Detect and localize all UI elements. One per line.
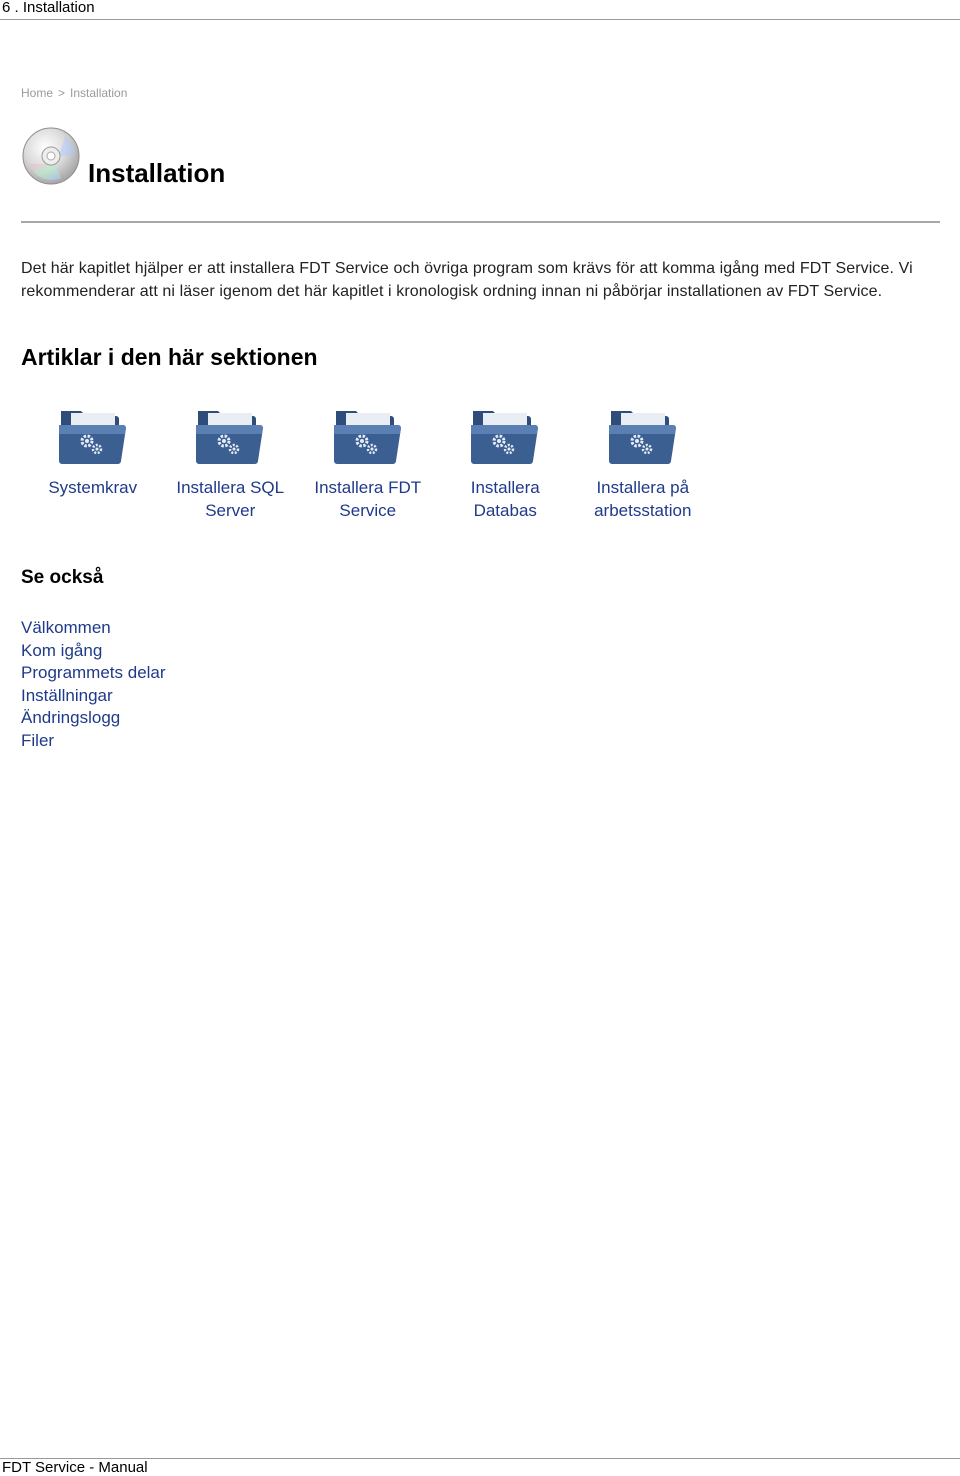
article-installera-fdt-service[interactable] — [299, 405, 437, 522]
article-systemkrav[interactable] — [24, 405, 162, 522]
breadcrumb — [21, 86, 127, 100]
folder-gears-icon — [332, 405, 404, 465]
see-also-link-filer[interactable]: Filer — [21, 730, 55, 750]
see-also-heading: Se också — [21, 567, 104, 588]
chapter-title: 6 . Installation — [2, 0, 95, 16]
article-label: Installera Databas — [470, 478, 540, 520]
title-row — [21, 124, 225, 188]
see-also-link-installningar[interactable]: Inställningar — [21, 685, 113, 705]
folder-gears-icon — [469, 405, 541, 465]
folder-gears-icon — [607, 405, 679, 465]
see-also-link-andringslogg[interactable]: Ändringslogg — [21, 708, 121, 727]
article-label: Installera på arbetsstation — [594, 478, 692, 520]
article-grid — [24, 405, 712, 522]
see-also-link-valkommen[interactable]: Välkommen — [21, 618, 111, 637]
intro-paragraph: Det här kapitlet hjälper er att installera FDT Service och övriga program som krävs för att komma igång med FDT Service. Vi rekommenderar att ni läser igenom det här kapitlet i kronologisk ordning innan ni påbörjar installationen av FDT Service. — [21, 260, 913, 300]
footer-text: FDT Service - Manual — [2, 1459, 148, 1476]
page-title: Installation — [88, 157, 226, 188]
page-footer — [0, 1458, 960, 1476]
breadcrumb-current[interactable]: Installation — [70, 86, 128, 100]
article-installera-databas[interactable] — [437, 405, 575, 522]
cd-disc-icon — [21, 126, 81, 186]
breadcrumb-separator: > — [58, 86, 66, 100]
see-also-link-programmets-delar[interactable]: Programmets delar — [21, 663, 166, 682]
page-header — [0, 0, 960, 20]
title-divider — [21, 221, 940, 223]
folder-gears-icon — [194, 405, 266, 465]
article-installera-pa-arbetsstation[interactable] — [574, 405, 712, 522]
breadcrumb-home-link[interactable]: Home — [21, 86, 54, 100]
article-label: Systemkrav — [48, 478, 138, 497]
articles-heading: Artiklar i den här sektionen — [21, 344, 318, 370]
article-label: Installera FDT Service — [314, 478, 422, 520]
folder-gears-icon — [57, 405, 129, 465]
see-also-list — [21, 617, 166, 752]
see-also-link-kom-igang[interactable]: Kom igång — [21, 640, 103, 660]
article-label: Installera SQL Server — [176, 478, 285, 520]
article-installera-sql-server[interactable] — [162, 405, 300, 522]
